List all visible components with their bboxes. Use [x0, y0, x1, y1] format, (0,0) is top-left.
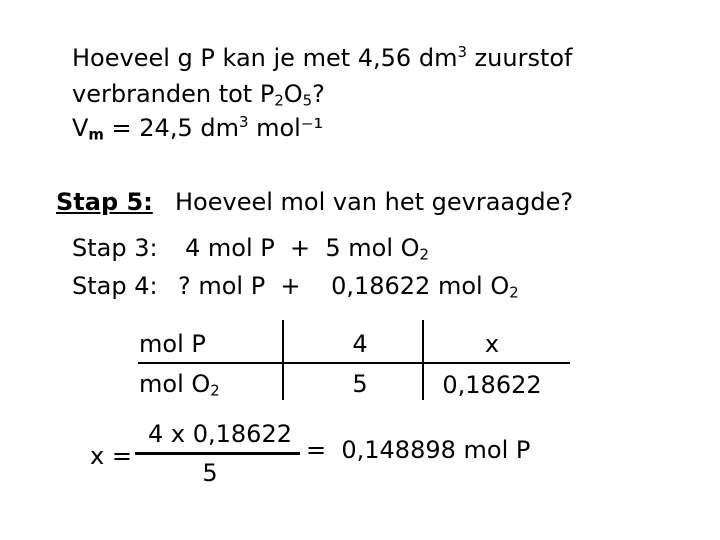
question-line-3: $V_m = 24,5$ $dm^3$ mol⁻¹ — [72, 113, 324, 144]
calc-numerator: 4 x 0,18622 — [148, 420, 292, 448]
table-col1-top: 4 — [352, 330, 368, 358]
table-row2-label: mol $O_2$ — [139, 370, 220, 400]
question-line-2: verbranden tot $P_2O_5$? — [72, 80, 325, 110]
calc-result: = 0,148898 mol P — [306, 436, 531, 464]
calc-denominator: 5 — [202, 459, 218, 487]
step3-equation: 4 mol P + 5 mol $O_2$ — [185, 234, 429, 264]
table-col2-bottom: 0,18622 — [442, 371, 542, 399]
table-vertical-divider-2 — [422, 320, 424, 400]
calc-variable: x = — [90, 442, 132, 470]
table-vertical-divider-1 — [282, 320, 284, 400]
table-col1-bottom: 5 — [352, 370, 368, 398]
question-line-1: Hoeveel g P kan je met 4,56 $dm^3$ zuurstof — [72, 43, 573, 72]
step3-label: Stap 3: — [72, 234, 158, 262]
step5-text: Hoeveel mol van het gevraagde? — [175, 188, 574, 216]
step5-label: Stap 5: — [56, 188, 153, 216]
step4-equation: ? mol P + 0,18622 mol $O_2$ — [178, 272, 519, 302]
table-row1-label: mol P — [139, 330, 206, 358]
step4-label: Stap 4: — [72, 272, 158, 300]
table-horizontal-divider — [138, 362, 570, 364]
fraction-bar — [135, 452, 300, 455]
table-col2-top: x — [484, 330, 500, 358]
